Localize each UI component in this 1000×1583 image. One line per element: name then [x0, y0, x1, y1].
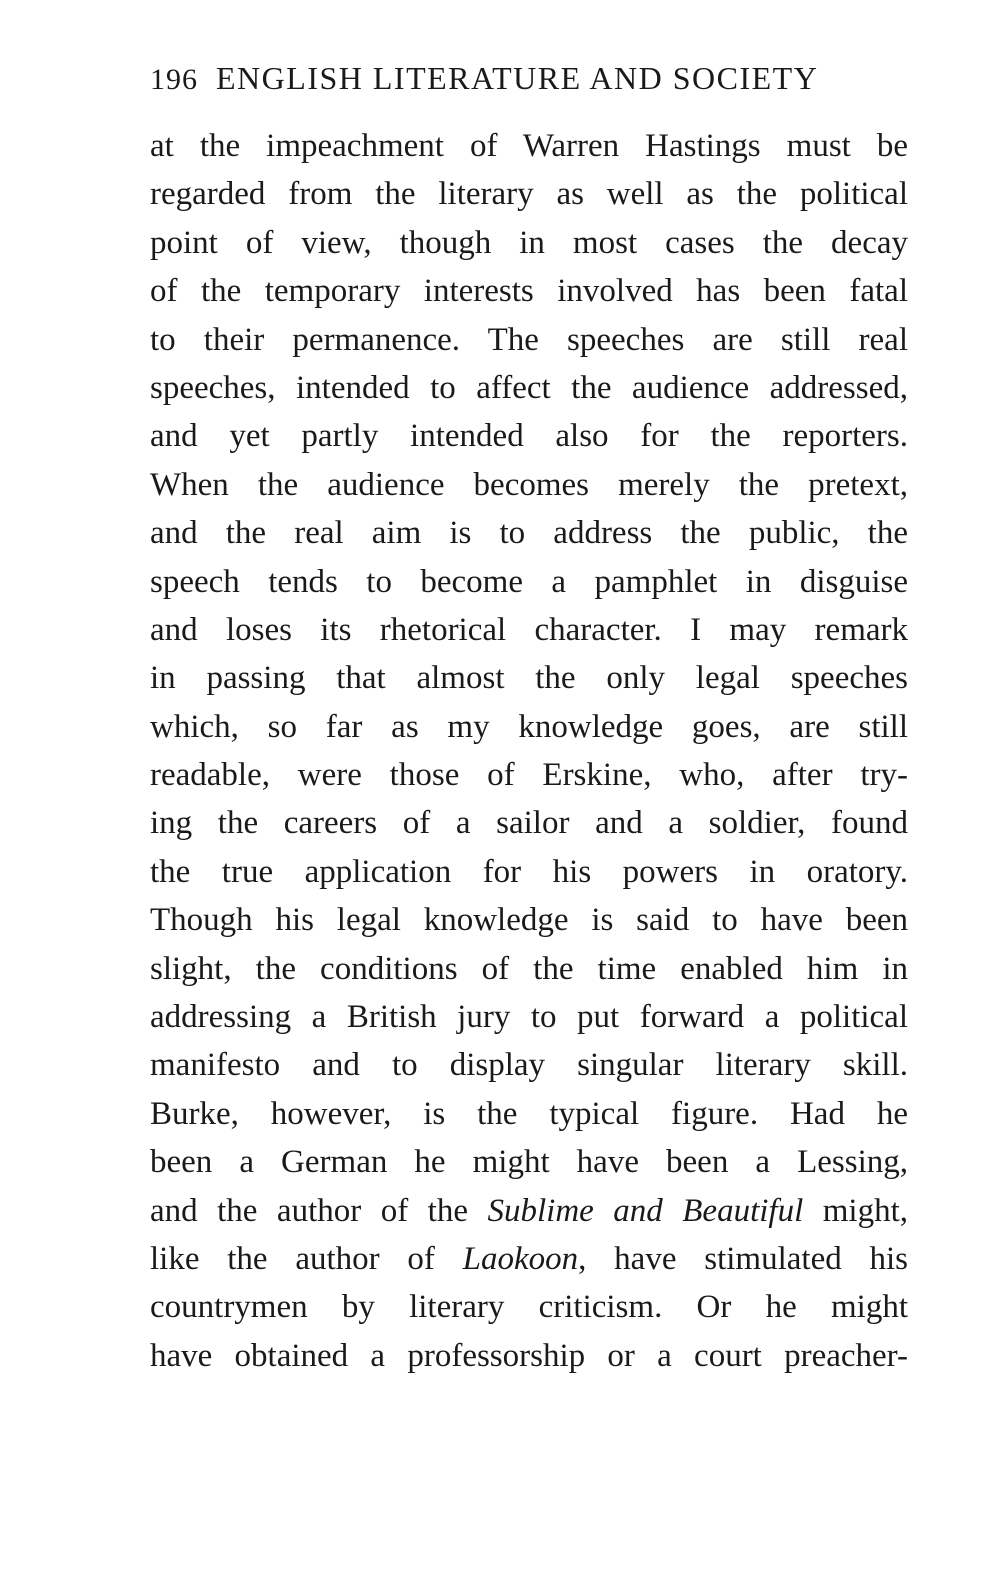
text-line: Though his legal knowledge is said to have been	[150, 902, 908, 939]
text-line: addressing a British jury to put forward a political	[150, 999, 908, 1036]
text-line: regarded from the literary as well as the political	[150, 176, 908, 213]
italic-book-title: Sublime and Beautiful	[487, 1192, 804, 1229]
text-line: to their permanence. The speeches are still real	[150, 321, 908, 358]
text-line: ing the careers of a sailor and a soldier, found	[150, 805, 908, 842]
italic-book-title: Laokoon	[462, 1240, 579, 1277]
text-line: readable, were those of Erskine, who, after try-	[150, 757, 908, 794]
text-line: in passing that almost the only legal speeches	[150, 660, 908, 697]
text-line-with-italic-title	[150, 1187, 908, 1235]
text-line: been a German he might have been a Lessing,	[150, 1144, 908, 1181]
running-title: ENGLISH LITERATURE AND SOCIETY	[216, 60, 819, 96]
text-line: have obtained a professorship or a court preacher-	[150, 1337, 908, 1374]
text-line: point of view, though in most cases the decay	[150, 224, 908, 261]
text-line: speeches, intended to affect the audience addressed,	[150, 369, 908, 406]
text-segment: and the author of the	[150, 1192, 488, 1229]
text-line: and the real aim is to address the public, the	[150, 515, 908, 552]
body-text	[150, 122, 908, 1380]
text-segment: might,	[803, 1192, 908, 1229]
text-line: the true application for his powers in oratory.	[150, 853, 908, 890]
page-number: 196	[150, 63, 198, 96]
text-line: speech tends to become a pamphlet in disguise	[150, 563, 908, 600]
text-line: slight, the conditions of the time enabled him in	[150, 950, 908, 987]
text-line: which, so far as my knowledge goes, are still	[150, 708, 908, 745]
text-line: Burke, however, is the typical figure. Had he	[150, 1095, 908, 1132]
text-line: at the impeachment of Warren Hastings must be	[150, 128, 908, 164]
text-line: and yet partly intended also for the reporters.	[150, 418, 908, 455]
text-line-with-italic-title	[150, 1235, 908, 1283]
text-line: and loses its rhetorical character. I may remark	[150, 611, 908, 648]
text-line: manifesto and to display singular literary skill.	[150, 1047, 908, 1084]
text-line: When the audience becomes merely the pretext,	[150, 466, 908, 503]
text-segment: like the author of	[150, 1240, 463, 1277]
text-line: countrymen by literary criticism. Or he might	[150, 1289, 908, 1326]
text-line: of the temporary interests involved has been fatal	[150, 273, 908, 310]
running-head	[150, 60, 910, 110]
text-segment: , have stimulated his	[578, 1240, 908, 1277]
